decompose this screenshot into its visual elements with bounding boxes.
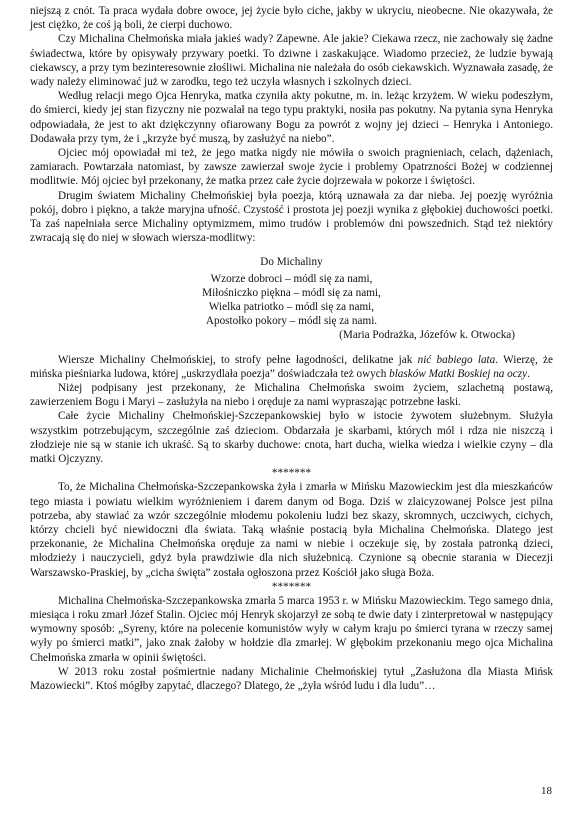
italic-phrase: nić babiego lata: [417, 353, 496, 366]
paragraph: Ojciec mój opowiadał mi też, że jego matka nigdy nie mówiła o swoich pragnieniach, celach, dążeniach, zamiarach. Powtarzała natomiast, by zawsze zawierzał swoje życie i problemy Opatrzności Bożej w codziennej modlitwie. Mój ojciec był przekonany, że matka przez całe życie dojrzewała w pokorze i świętości.: [30, 147, 553, 188]
paragraph: Całe życie Michaliny Chełmońskiej-Szczepankowskiej było w istocie żywotem służebnym. Służyła wszystkim potrzebującym, szczególnie zaś dzieciom. Obdarzała je skarbami, których mól i rdza nie niszczą i złodzieje nie są w stanie ich ukraść. Są to skarby duchowe: cnota, hart ducha, wielka wiedza i wielkie czyny – dla matki Ojczyzny.: [30, 410, 553, 466]
text-span: .: [527, 367, 530, 380]
poem-line: Apostołko pokory – módl się za nami.: [205, 315, 378, 328]
paragraph: niejszą z cnót. Ta praca wydała dobre owoce, jej życie było ciche, jakby w ukryciu, nieobecne. Nie okazywała, że jest ciężko, że coś ją boli, że cierpi duchowo.: [30, 5, 553, 32]
text-span: Wiersze Michaliny Chełmońskiej, to strofy pełne łagodności, delikatne jak: [58, 353, 418, 366]
section-separator: *******: [271, 580, 312, 593]
poem-line: Miłośniczko piękna – módl się za nami,: [202, 286, 381, 299]
body-text-section-3: [30, 594, 553, 693]
body-text-section-2: [30, 480, 553, 579]
body-text-top: [30, 4, 553, 245]
paragraph: W 2013 roku został pośmiertnie nadany Michalinie Chełmońskiej tytuł „Zasłużona dla Miasta Mińsk Mazowiecki”. Ktoś mógłby zapytać, dlaczego? Dlatego, że „żyła wśród ludu i dla ludu”…: [30, 665, 553, 692]
page-number: 18: [541, 785, 552, 797]
paragraph: Czy Michalina Chełmońska miała jakieś wady? Zapewne. Ale jakie? Ciekawa rzecz, nie zachowały się żadne świadectwa, które by opisywały przywary poetki. To dziwne i zaskakujące. Wiadomo przecież, że ludzie bywają ciekawscy, a przy tym bezinteresownie złośliwi. Michalina nie należała do osób ciekawskich. Wyznawała zasadę, że wady należy eliminować już w zarodku, tego też uczyła własnych i szkolnych dzieci.: [30, 33, 553, 89]
paragraph-after-poem: [30, 353, 553, 381]
section-separator: *******: [271, 467, 312, 480]
poem-line: Wielka patriotko – módl się za nami,: [208, 301, 375, 314]
paragraph: Niżej podpisany jest przekonany, że Michalina Chełmońska swoim życiem, szlachetną postawą, zawierzeniem Bogu i Maryi – zasłużyła na niebo i oręduje za nami wypraszając potrzebne łaski.: [30, 382, 553, 409]
poem-lines: [30, 272, 553, 329]
poem-line: Wzorze dobroci – módl się za nami,: [210, 272, 373, 285]
text-span: . Wierzę, że mińska pieśniarka ludowa, której „uskrzydlała poezja” doświadczała też owych: [30, 353, 553, 380]
poem-source: (Maria Podrażka, Józefów k. Otwocka): [339, 329, 515, 342]
paragraph: Michalina Chełmońska-Szczepankowska zmarła 5 marca 1953 r. w Mińsku Mazowieckim. Tego samego dnia, miesiąca i roku zmarł Józef Stalin. Ojciec mój Henryk skojarzył ze sobą te dwie daty i zinterpretował w następujący wymowny sposób: „Syreny, które na polecenie komunistów wyły w całym kraju po śmierci tyrana w rzeczy samej wyły po śmierci matki”, jako znak żałoby w hołdzie dla zmarłej. W głębokim przekonaniu mego ojca Michalina Chełmońska zmarła w opinii świętości.: [30, 594, 553, 664]
poem-block: [30, 255, 553, 342]
paragraph: To, że Michalina Chełmońska-Szczepankowska żyła i zmarła w Mińsku Mazowieckim jest dla mieszkańców tego miasta i powiatu wielkim wyróżnieniem i darem danym od Boga. Dziś w zlaicyzowanej Polsce jest pilna potrzeba, aby stawiać za wzór szczególnie młodemu pokoleniu ludzi bez skazy, skromnych, uczciwych, cichych, którzy chcieli być niewidoczni dla świata. Taką właśnie postacią była Michalina Chełmońska. Dlatego jest przekonanie, że Michalina Chełmońska oręduje za nami w niebie i oczekuje się, by została patronką dzieci, młodzieży i nauczycieli, gdyż była prawdziwie dla nich służebnicą. Czynione są obecnie starania w Diecezji Warszawsko-Praskiej, by „cicha święta” została ogłoszona przez Kościół jako sługa Boża.: [30, 481, 553, 579]
poem-title: Do Michaliny: [260, 256, 323, 269]
document-page: [30, 4, 553, 693]
paragraph: Według relacji mego Ojca Henryka, matka czyniła akty pokutne, m. in. leżąc krzyżem. W wieku podeszłym, do śmierci, kiedy jej stan fizyczny nie pozwalał na tego typu praktyki, nosiła pas pokutny. Na pytania syna Henryka odpowiadała, że jest to akt dziękczynny ofiarowany Bogu za powrót z wojny jej dzieci – Henryka i Antoniego. Dodawała przy tym, że i „krzyże być muszą, by zasłużyć na niebo”.: [30, 90, 553, 145]
paragraph: Drugim światem Michaliny Chełmońskiej była poezja, którą uznawała za dar nieba. Jej poezję wyróżnia pokój, dobro i piękno, a także maryjna ufność. Czystość i prostota jej poezji wynika z głębokiej duchowości poetki. Ta zaś napełniała serce Michaliny optymizmem, mimo trudów i problemów dni powszednich. Stąd też niektóry zwracają się do niej w słowach wiersza-modlitwy:: [30, 189, 553, 245]
body-text-mid: [30, 381, 553, 466]
italic-phrase: blasków Matki Boskiej na oczy: [389, 367, 528, 380]
